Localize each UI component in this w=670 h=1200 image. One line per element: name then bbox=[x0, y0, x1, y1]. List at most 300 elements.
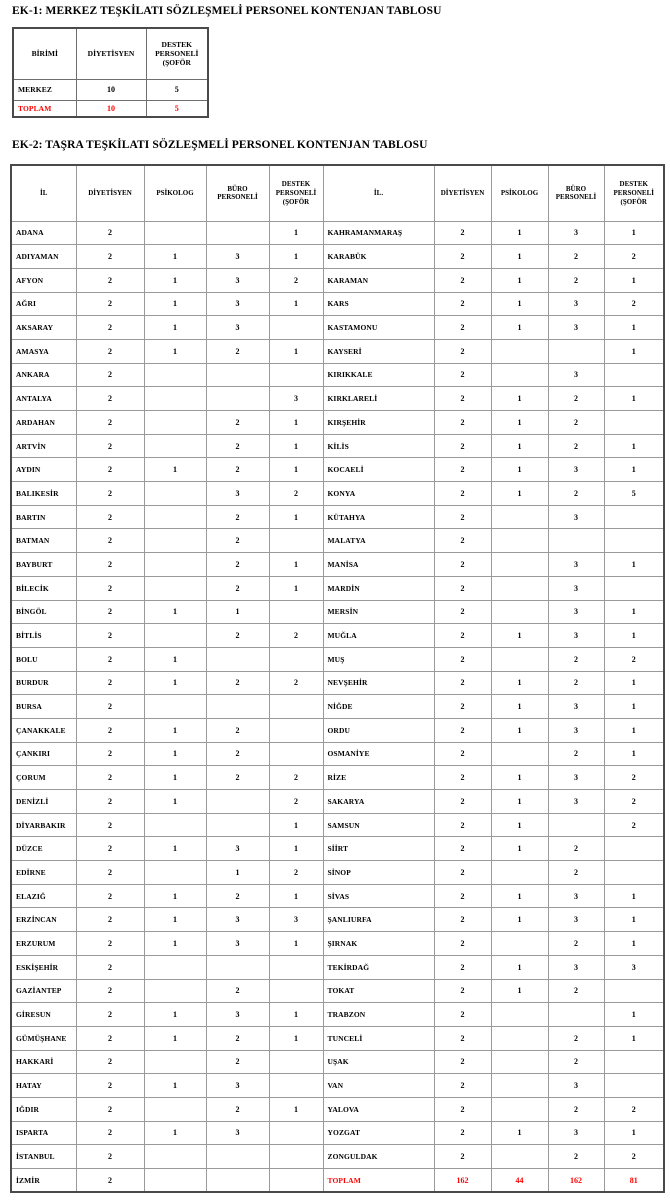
row-label-cell: YOZGAT bbox=[323, 1121, 434, 1145]
value-cell: 1 bbox=[604, 695, 664, 719]
value-cell: 3 bbox=[548, 718, 604, 742]
value-cell bbox=[491, 505, 548, 529]
value-cell: 2 bbox=[548, 647, 604, 671]
ek2-header-row bbox=[11, 165, 664, 221]
value-cell: 2 bbox=[434, 1074, 491, 1098]
value-cell: 2 bbox=[76, 292, 144, 316]
table-row bbox=[11, 932, 664, 956]
row-label-cell: KÜTAHYA bbox=[323, 505, 434, 529]
value-cell: 2 bbox=[76, 434, 144, 458]
value-cell: 2 bbox=[206, 884, 269, 908]
value-cell: 1 bbox=[144, 1026, 206, 1050]
value-cell bbox=[491, 363, 548, 387]
value-cell: 2 bbox=[76, 884, 144, 908]
row-label-cell: IĞDIR bbox=[11, 1097, 76, 1121]
table-row bbox=[11, 268, 664, 292]
value-cell: 2 bbox=[76, 932, 144, 956]
value-cell: 2 bbox=[76, 1074, 144, 1098]
ek1-header-row bbox=[13, 28, 208, 79]
value-cell bbox=[144, 363, 206, 387]
value-cell bbox=[144, 955, 206, 979]
value-cell: 2 bbox=[76, 1169, 144, 1193]
row-label-cell: RİZE bbox=[323, 766, 434, 790]
value-cell: 1 bbox=[604, 553, 664, 577]
row-label-cell: AYDIN bbox=[11, 458, 76, 482]
value-cell: 1 bbox=[144, 932, 206, 956]
value-cell: 1 bbox=[269, 553, 323, 577]
value-cell: 2 bbox=[548, 1026, 604, 1050]
value-cell: 2 bbox=[206, 553, 269, 577]
row-label-cell: ANKARA bbox=[11, 363, 76, 387]
table-row bbox=[11, 1121, 664, 1145]
value-cell: 2 bbox=[434, 553, 491, 577]
value-cell: 2 bbox=[604, 813, 664, 837]
value-cell: 3 bbox=[206, 1074, 269, 1098]
value-cell: 2 bbox=[206, 505, 269, 529]
value-cell: 1 bbox=[206, 861, 269, 885]
value-cell: 2 bbox=[434, 268, 491, 292]
value-cell bbox=[206, 813, 269, 837]
value-cell bbox=[491, 932, 548, 956]
row-label-cell: ADANA bbox=[11, 221, 76, 245]
value-cell bbox=[269, 529, 323, 553]
row-label-cell: SAKARYA bbox=[323, 790, 434, 814]
value-cell: 2 bbox=[434, 292, 491, 316]
row-label-cell: ADIYAMAN bbox=[11, 245, 76, 269]
value-cell: 1 bbox=[604, 1026, 664, 1050]
value-cell bbox=[604, 1074, 664, 1098]
value-cell: 2 bbox=[434, 1145, 491, 1169]
value-cell bbox=[491, 647, 548, 671]
value-cell: 2 bbox=[548, 1050, 604, 1074]
value-cell: 5 bbox=[604, 482, 664, 506]
value-cell: 2 bbox=[206, 718, 269, 742]
value-cell: 1 bbox=[269, 1097, 323, 1121]
row-label-cell: NEVŞEHİR bbox=[323, 671, 434, 695]
value-cell: 2 bbox=[76, 458, 144, 482]
value-cell: 1 bbox=[604, 1003, 664, 1027]
value-cell: 3 bbox=[206, 1003, 269, 1027]
value-cell: 2 bbox=[269, 482, 323, 506]
row-label-cell: TRABZON bbox=[323, 1003, 434, 1027]
value-cell: 2 bbox=[76, 600, 144, 624]
value-cell: 1 bbox=[206, 600, 269, 624]
row-label-cell: ISPARTA bbox=[11, 1121, 76, 1145]
row-label-cell: KIRKLARELİ bbox=[323, 387, 434, 411]
value-cell: 2 bbox=[76, 363, 144, 387]
value-cell bbox=[604, 363, 664, 387]
value-cell bbox=[491, 1026, 548, 1050]
row-label-cell: EDİRNE bbox=[11, 861, 76, 885]
value-cell bbox=[491, 553, 548, 577]
value-cell: 1 bbox=[269, 576, 323, 600]
value-cell: 1 bbox=[491, 411, 548, 435]
ek1-table-title: EK-1: MERKEZ TEŞKİLATI SÖZLEŞMELİ PERSONEL KONTENJAN TABLOSU bbox=[12, 5, 442, 17]
value-cell: 1 bbox=[491, 245, 548, 269]
value-cell: 3 bbox=[548, 908, 604, 932]
value-cell: 2 bbox=[76, 813, 144, 837]
value-cell: 2 bbox=[206, 766, 269, 790]
row-label-cell: BURSA bbox=[11, 695, 76, 719]
column-header: BİRİMİ bbox=[13, 28, 76, 79]
value-cell: 2 bbox=[548, 245, 604, 269]
value-cell bbox=[269, 718, 323, 742]
value-cell: 3 bbox=[206, 245, 269, 269]
value-cell: 2 bbox=[76, 671, 144, 695]
ek2-table-body bbox=[11, 221, 664, 1192]
value-cell: 1 bbox=[269, 1026, 323, 1050]
value-cell bbox=[206, 1145, 269, 1169]
value-cell bbox=[144, 434, 206, 458]
row-label-cell: SİİRT bbox=[323, 837, 434, 861]
value-cell bbox=[206, 387, 269, 411]
value-cell: 1 bbox=[491, 813, 548, 837]
value-cell: 2 bbox=[206, 458, 269, 482]
table-row bbox=[11, 790, 664, 814]
row-label-cell: BİNGÖL bbox=[11, 600, 76, 624]
value-cell bbox=[604, 505, 664, 529]
value-cell bbox=[144, 1050, 206, 1074]
value-cell: 2 bbox=[76, 316, 144, 340]
row-label-cell: GAZİANTEP bbox=[11, 979, 76, 1003]
value-cell: 2 bbox=[548, 387, 604, 411]
value-cell: 1 bbox=[269, 292, 323, 316]
value-cell bbox=[144, 813, 206, 837]
value-cell: 1 bbox=[604, 908, 664, 932]
value-cell: 2 bbox=[434, 363, 491, 387]
value-cell: 2 bbox=[434, 908, 491, 932]
value-cell: 1 bbox=[144, 1074, 206, 1098]
value-cell: 2 bbox=[206, 339, 269, 363]
row-label-cell: HATAY bbox=[11, 1074, 76, 1098]
table-row bbox=[13, 79, 208, 100]
value-cell: 2 bbox=[434, 434, 491, 458]
value-cell: 1 bbox=[144, 339, 206, 363]
value-cell: 2 bbox=[76, 482, 144, 506]
value-cell: 1 bbox=[144, 884, 206, 908]
column-header: İL bbox=[11, 165, 76, 221]
value-cell bbox=[269, 647, 323, 671]
value-cell: 1 bbox=[604, 624, 664, 648]
value-cell: 3 bbox=[548, 1121, 604, 1145]
value-cell: 3 bbox=[206, 316, 269, 340]
value-cell: 1 bbox=[491, 718, 548, 742]
row-label-cell: GÜMÜŞHANE bbox=[11, 1026, 76, 1050]
table-row bbox=[11, 1169, 664, 1193]
table-row bbox=[11, 529, 664, 553]
value-cell: 1 bbox=[269, 339, 323, 363]
value-cell: 2 bbox=[434, 1050, 491, 1074]
row-label-cell: ERZİNCAN bbox=[11, 908, 76, 932]
value-cell: 1 bbox=[269, 221, 323, 245]
value-cell: 1 bbox=[604, 387, 664, 411]
value-cell bbox=[206, 363, 269, 387]
value-cell: 1 bbox=[491, 908, 548, 932]
value-cell: 1 bbox=[144, 671, 206, 695]
value-cell: 3 bbox=[548, 576, 604, 600]
table-row bbox=[11, 1097, 664, 1121]
value-cell: 3 bbox=[548, 221, 604, 245]
value-cell bbox=[604, 861, 664, 885]
column-header: PSİKOLOG bbox=[144, 165, 206, 221]
value-cell: 1 bbox=[144, 1121, 206, 1145]
value-cell: 1 bbox=[269, 245, 323, 269]
row-label-cell: AĞRI bbox=[11, 292, 76, 316]
column-header: DİYETİSYEN bbox=[76, 165, 144, 221]
row-label-cell: MARDİN bbox=[323, 576, 434, 600]
value-cell: 2 bbox=[76, 1097, 144, 1121]
value-cell: 1 bbox=[144, 458, 206, 482]
value-cell: 2 bbox=[206, 576, 269, 600]
value-cell bbox=[491, 1050, 548, 1074]
column-header: PSİKOLOG bbox=[491, 165, 548, 221]
value-cell bbox=[269, 600, 323, 624]
value-cell: 2 bbox=[76, 339, 144, 363]
value-cell bbox=[548, 1003, 604, 1027]
value-cell bbox=[144, 979, 206, 1003]
table-row bbox=[11, 553, 664, 577]
value-cell: 2 bbox=[434, 600, 491, 624]
value-cell: 2 bbox=[548, 434, 604, 458]
row-label-cell: SİNOP bbox=[323, 861, 434, 885]
value-cell: 3 bbox=[548, 292, 604, 316]
row-label-cell: BATMAN bbox=[11, 529, 76, 553]
value-cell: 2 bbox=[76, 861, 144, 885]
table-row bbox=[11, 884, 664, 908]
value-cell: 2 bbox=[434, 387, 491, 411]
ek1-merkez-kontenjan-table bbox=[12, 27, 209, 118]
row-label-cell: İSTANBUL bbox=[11, 1145, 76, 1169]
value-cell: 2 bbox=[269, 861, 323, 885]
value-cell: 1 bbox=[604, 932, 664, 956]
value-cell bbox=[269, 979, 323, 1003]
value-cell: 1 bbox=[491, 766, 548, 790]
value-cell: 1 bbox=[269, 434, 323, 458]
value-cell: 2 bbox=[604, 1145, 664, 1169]
value-cell bbox=[491, 1145, 548, 1169]
value-cell: 2 bbox=[434, 245, 491, 269]
value-cell: 1 bbox=[491, 624, 548, 648]
value-cell: 10 bbox=[76, 79, 146, 100]
value-cell: 2 bbox=[76, 505, 144, 529]
value-cell: 2 bbox=[548, 1097, 604, 1121]
row-label-cell: MERKEZ bbox=[13, 79, 76, 100]
row-label-cell: DENİZLİ bbox=[11, 790, 76, 814]
value-cell bbox=[206, 695, 269, 719]
row-label-cell: BURDUR bbox=[11, 671, 76, 695]
value-cell: 1 bbox=[491, 979, 548, 1003]
table-row bbox=[11, 837, 664, 861]
ek1-table-body bbox=[13, 79, 208, 117]
value-cell: 2 bbox=[434, 766, 491, 790]
value-cell: 2 bbox=[76, 790, 144, 814]
table-row bbox=[11, 458, 664, 482]
value-cell: 1 bbox=[604, 221, 664, 245]
value-cell: 2 bbox=[76, 1145, 144, 1169]
value-cell: 2 bbox=[434, 979, 491, 1003]
row-label-cell: GİRESUN bbox=[11, 1003, 76, 1027]
value-cell: 1 bbox=[491, 434, 548, 458]
value-cell bbox=[144, 221, 206, 245]
value-cell: 2 bbox=[76, 742, 144, 766]
table-row bbox=[11, 387, 664, 411]
value-cell: 3 bbox=[548, 955, 604, 979]
value-cell bbox=[144, 1097, 206, 1121]
value-cell: 3 bbox=[206, 908, 269, 932]
value-cell: 2 bbox=[548, 1145, 604, 1169]
row-label-cell: ŞIRNAK bbox=[323, 932, 434, 956]
row-label-cell: KOCAELİ bbox=[323, 458, 434, 482]
value-cell bbox=[269, 742, 323, 766]
value-cell bbox=[269, 1169, 323, 1193]
row-label-cell: AKSARAY bbox=[11, 316, 76, 340]
column-header: BÜRO PERSONELİ bbox=[548, 165, 604, 221]
value-cell: 2 bbox=[434, 884, 491, 908]
value-cell: 1 bbox=[604, 339, 664, 363]
value-cell: 1 bbox=[491, 955, 548, 979]
row-label-cell: DİYARBAKIR bbox=[11, 813, 76, 837]
value-cell: 3 bbox=[206, 268, 269, 292]
value-cell: 2 bbox=[434, 861, 491, 885]
value-cell: 3 bbox=[548, 624, 604, 648]
value-cell: 2 bbox=[604, 1097, 664, 1121]
table-row bbox=[11, 316, 664, 340]
row-label-cell: ZONGULDAK bbox=[323, 1145, 434, 1169]
value-cell: 1 bbox=[144, 245, 206, 269]
table-row bbox=[11, 1074, 664, 1098]
value-cell: 2 bbox=[76, 245, 144, 269]
table-row bbox=[11, 695, 664, 719]
row-label-cell: ÇORUM bbox=[11, 766, 76, 790]
value-cell: 1 bbox=[144, 742, 206, 766]
table-row bbox=[11, 766, 664, 790]
value-cell: 2 bbox=[548, 837, 604, 861]
value-cell: 2 bbox=[269, 790, 323, 814]
value-cell bbox=[144, 695, 206, 719]
value-cell: 2 bbox=[548, 861, 604, 885]
value-cell bbox=[548, 339, 604, 363]
value-cell bbox=[206, 790, 269, 814]
value-cell bbox=[269, 363, 323, 387]
value-cell bbox=[206, 1169, 269, 1193]
column-header: BÜRO PERSONELİ bbox=[206, 165, 269, 221]
value-cell: 2 bbox=[548, 742, 604, 766]
value-cell: 2 bbox=[206, 1026, 269, 1050]
value-cell: 2 bbox=[206, 434, 269, 458]
row-label-cell: BALIKESİR bbox=[11, 482, 76, 506]
value-cell: 2 bbox=[206, 671, 269, 695]
value-cell: 2 bbox=[206, 1050, 269, 1074]
table-row bbox=[11, 908, 664, 932]
value-cell: 2 bbox=[434, 932, 491, 956]
value-cell: 2 bbox=[434, 316, 491, 340]
row-label-cell: MERSİN bbox=[323, 600, 434, 624]
value-cell: 1 bbox=[604, 268, 664, 292]
row-label-cell: ÇANAKKALE bbox=[11, 718, 76, 742]
value-cell bbox=[144, 482, 206, 506]
value-cell bbox=[269, 1145, 323, 1169]
value-cell: 2 bbox=[76, 576, 144, 600]
value-cell: 162 bbox=[548, 1169, 604, 1193]
value-cell bbox=[604, 837, 664, 861]
value-cell: 2 bbox=[548, 411, 604, 435]
value-cell: 3 bbox=[548, 884, 604, 908]
value-cell: 1 bbox=[269, 813, 323, 837]
row-label-cell: TOKAT bbox=[323, 979, 434, 1003]
row-label-cell: ÇANKIRI bbox=[11, 742, 76, 766]
value-cell: 1 bbox=[604, 434, 664, 458]
column-header: DESTEK PERSONELİ (ŞOFÖR bbox=[604, 165, 664, 221]
value-cell: 2 bbox=[604, 245, 664, 269]
value-cell: 2 bbox=[269, 671, 323, 695]
row-label-cell: MUŞ bbox=[323, 647, 434, 671]
value-cell: 2 bbox=[206, 742, 269, 766]
ek1-table-header bbox=[13, 28, 208, 79]
column-header: DESTEK PERSONELİ (ŞOFÖR bbox=[269, 165, 323, 221]
row-label-cell: ANTALYA bbox=[11, 387, 76, 411]
value-cell: 3 bbox=[269, 387, 323, 411]
value-cell: 2 bbox=[434, 339, 491, 363]
row-label-cell: KARABÜK bbox=[323, 245, 434, 269]
value-cell: 2 bbox=[76, 221, 144, 245]
value-cell: 10 bbox=[76, 100, 146, 117]
row-label-cell: BOLU bbox=[11, 647, 76, 671]
value-cell: 1 bbox=[604, 742, 664, 766]
table-row bbox=[11, 1050, 664, 1074]
value-cell: 3 bbox=[604, 955, 664, 979]
value-cell bbox=[144, 1145, 206, 1169]
table-row bbox=[11, 979, 664, 1003]
value-cell: 3 bbox=[269, 908, 323, 932]
value-cell: 2 bbox=[548, 932, 604, 956]
table-row bbox=[11, 624, 664, 648]
value-cell: 1 bbox=[269, 884, 323, 908]
value-cell: 1 bbox=[144, 316, 206, 340]
value-cell: 2 bbox=[76, 1026, 144, 1050]
value-cell: 2 bbox=[434, 411, 491, 435]
value-cell: 2 bbox=[76, 718, 144, 742]
value-cell: 2 bbox=[434, 505, 491, 529]
value-cell: 1 bbox=[144, 600, 206, 624]
value-cell: 2 bbox=[434, 671, 491, 695]
row-label-cell: BİLECİK bbox=[11, 576, 76, 600]
value-cell bbox=[491, 742, 548, 766]
row-label-cell: KARS bbox=[323, 292, 434, 316]
value-cell bbox=[604, 1050, 664, 1074]
value-cell: 2 bbox=[76, 411, 144, 435]
value-cell bbox=[491, 529, 548, 553]
value-cell bbox=[269, 695, 323, 719]
value-cell bbox=[269, 1050, 323, 1074]
value-cell: 2 bbox=[434, 1026, 491, 1050]
value-cell: 81 bbox=[604, 1169, 664, 1193]
row-label-cell: ŞANLIURFA bbox=[323, 908, 434, 932]
row-label-cell: KAHRAMANMARAŞ bbox=[323, 221, 434, 245]
row-label-cell: ERZURUM bbox=[11, 932, 76, 956]
value-cell: 2 bbox=[76, 908, 144, 932]
table-row bbox=[11, 955, 664, 979]
value-cell bbox=[491, 1074, 548, 1098]
value-cell: 2 bbox=[76, 624, 144, 648]
value-cell: 2 bbox=[269, 268, 323, 292]
value-cell bbox=[144, 861, 206, 885]
value-cell: 2 bbox=[604, 292, 664, 316]
row-label-cell: UŞAK bbox=[323, 1050, 434, 1074]
value-cell: 1 bbox=[491, 482, 548, 506]
value-cell: 2 bbox=[269, 624, 323, 648]
row-label-cell: AMASYA bbox=[11, 339, 76, 363]
row-label-cell: BİTLİS bbox=[11, 624, 76, 648]
